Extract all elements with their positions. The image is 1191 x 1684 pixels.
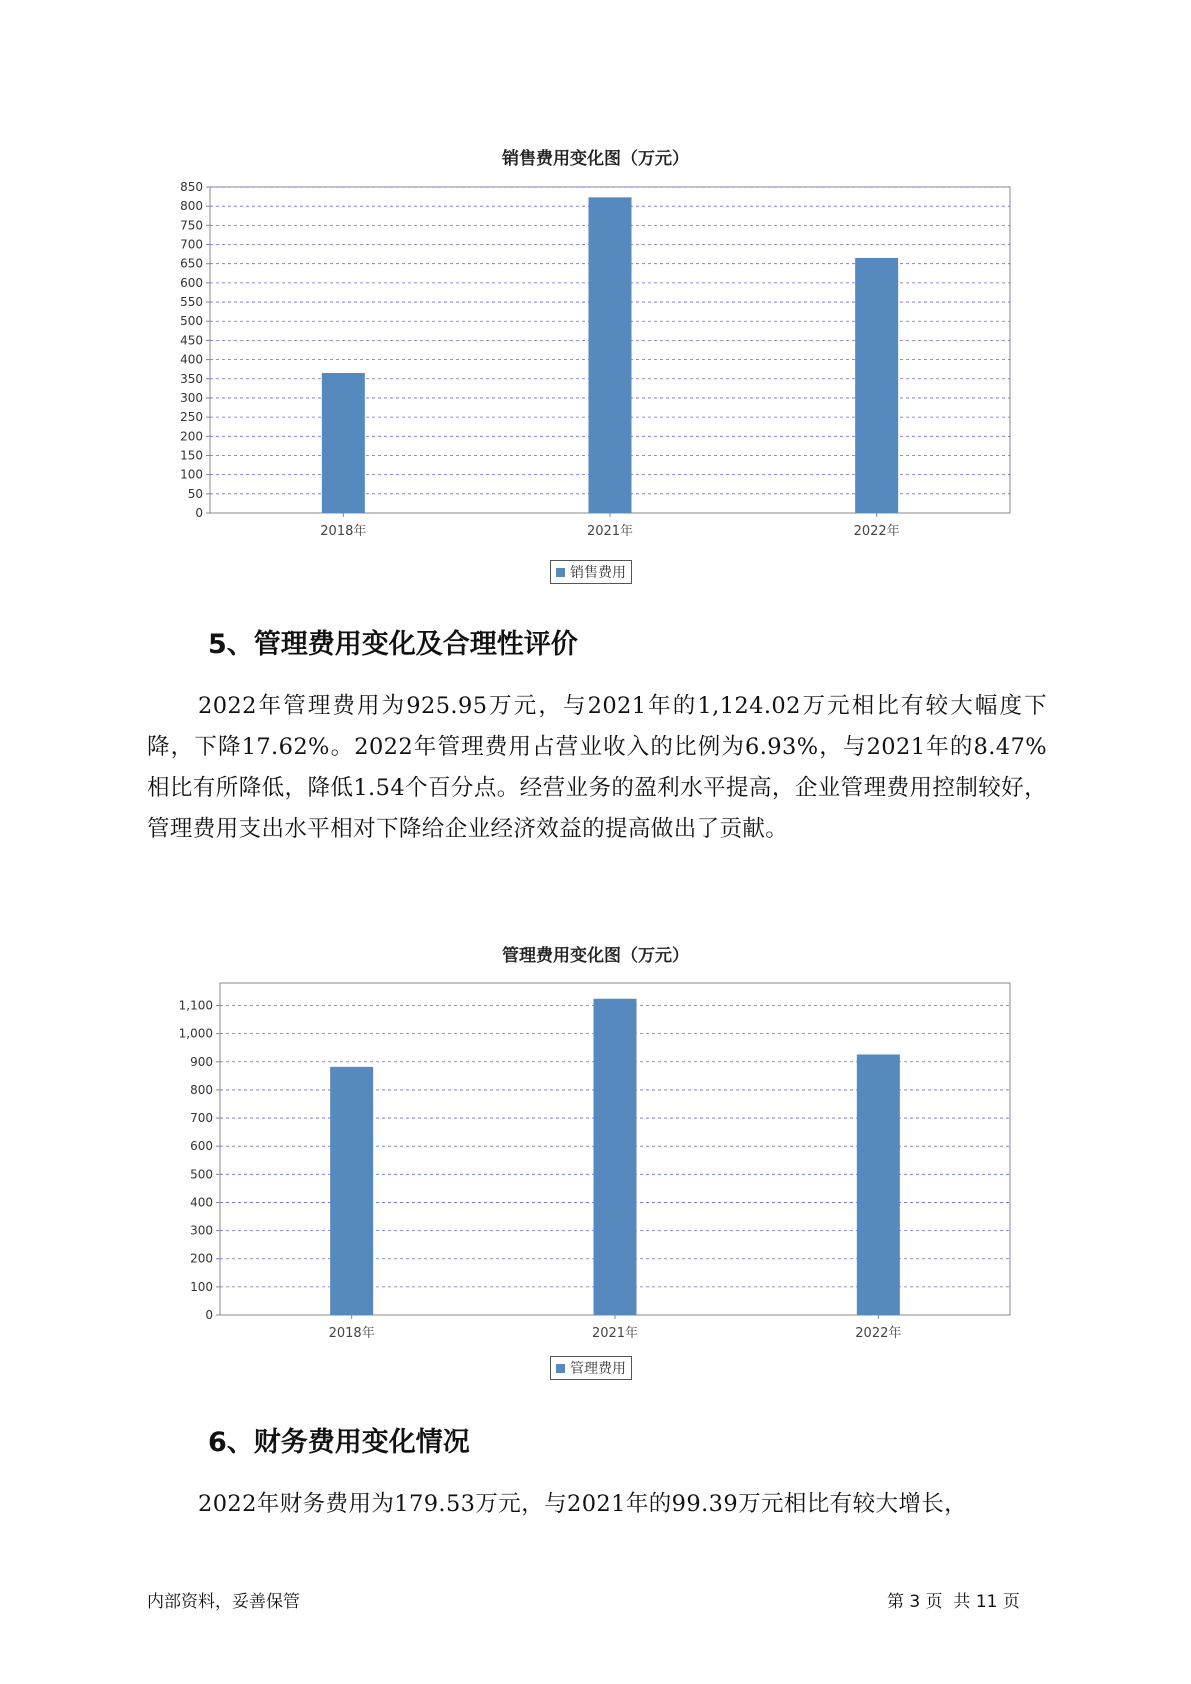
footer-confidential: 内部资料，妥善保管 xyxy=(147,1592,300,1612)
bar xyxy=(589,197,632,513)
y-tick-label: 300 xyxy=(190,1223,213,1238)
y-tick-label: 100 xyxy=(190,1279,213,1294)
y-tick-label: 300 xyxy=(180,390,203,405)
section-6-heading: 6、财务费用变化情况 xyxy=(208,1427,470,1458)
y-tick-label: 900 xyxy=(190,1054,213,1069)
y-tick-label: 700 xyxy=(190,1111,213,1126)
section-5-paragraph: 2022年管理费用为925.95万元，与2021年的1,124.02万元相比有较大幅度下降，下降17.62%。2022年管理费用占营业收入的比例为6.93%，与2021年的8.47%相比有所降低，降低1.54个百分点。经营业务的盈利水平提高，企业管理费用控制较好，管理费用支出水平相对下降给企业经济效益的提高做出了贡献。 xyxy=(147,693,1047,842)
admin-expense-chart-title: 管理费用变化图（万元） xyxy=(502,946,689,966)
y-tick-label: 600 xyxy=(180,275,203,290)
y-tick-label: 1,000 xyxy=(178,1026,213,1041)
admin-expense-chart xyxy=(0,970,1191,1350)
y-tick-label: 350 xyxy=(180,371,203,386)
y-tick-label: 0 xyxy=(195,506,203,520)
y-tick-label: 850 xyxy=(180,180,203,194)
x-tick-label: 2022年 xyxy=(855,1326,902,1341)
y-tick-label: 100 xyxy=(180,467,203,482)
y-tick-label: 400 xyxy=(180,352,203,367)
section-6-paragraph: 2022年财务费用为179.53万元，与2021年的99.39万元相比有较大增长， xyxy=(198,1491,968,1517)
y-tick-label: 500 xyxy=(180,314,203,329)
y-tick-label: 550 xyxy=(180,295,203,310)
y-tick-label: 200 xyxy=(190,1251,213,1266)
sales-expense-legend xyxy=(550,560,632,584)
bar xyxy=(594,999,637,1315)
x-tick-label: 2022年 xyxy=(853,524,900,539)
legend-label: 销售费用 xyxy=(570,565,626,581)
bar xyxy=(857,1054,900,1315)
y-tick-label: 250 xyxy=(180,410,203,425)
y-tick-label: 50 xyxy=(187,486,203,501)
bar xyxy=(330,1067,373,1315)
legend-label: 管理费用 xyxy=(570,1361,626,1377)
x-tick-label: 2018年 xyxy=(328,1326,375,1341)
y-tick-label: 600 xyxy=(190,1139,213,1154)
bar xyxy=(322,373,365,513)
y-tick-label: 800 xyxy=(190,1082,213,1097)
y-tick-label: 1,100 xyxy=(178,998,213,1013)
y-tick-label: 450 xyxy=(180,333,203,348)
y-tick-label: 0 xyxy=(205,1308,213,1322)
footer-page-info: 第 3 页 共 11 页 xyxy=(887,1592,1020,1612)
section-5-heading: 5、管理费用变化及合理性评价 xyxy=(208,629,578,660)
y-tick-label: 800 xyxy=(180,199,203,214)
y-tick-label: 400 xyxy=(190,1195,213,1210)
y-tick-label: 750 xyxy=(180,218,203,233)
x-tick-label: 2021年 xyxy=(586,524,634,539)
legend-swatch xyxy=(556,568,565,577)
y-tick-label: 650 xyxy=(180,256,203,271)
x-tick-label: 2021年 xyxy=(591,1326,639,1341)
x-tick-label: 2018年 xyxy=(320,524,367,539)
bar xyxy=(855,258,898,513)
sales-expense-chart xyxy=(0,170,1191,550)
y-tick-label: 500 xyxy=(190,1167,213,1182)
legend-swatch xyxy=(556,1364,565,1373)
admin-expense-legend xyxy=(550,1356,632,1380)
y-tick-label: 700 xyxy=(180,237,203,252)
sales-expense-chart-title: 销售费用变化图（万元） xyxy=(502,149,689,169)
y-tick-label: 200 xyxy=(180,429,203,444)
y-tick-label: 150 xyxy=(180,448,203,463)
